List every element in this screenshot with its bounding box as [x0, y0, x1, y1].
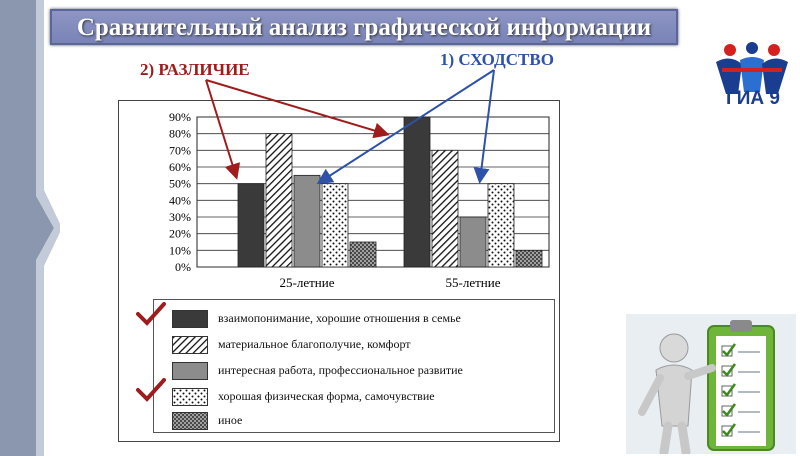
- y-tick-label: 80%: [169, 126, 191, 141]
- y-tick-label: 90%: [169, 110, 191, 124]
- difference-arrow: [206, 80, 236, 176]
- y-tick-label: 30%: [169, 210, 191, 224]
- checklist-person-illustration: [626, 314, 796, 454]
- y-tick-label: 40%: [169, 193, 191, 208]
- y-tick-label: 0%: [175, 260, 191, 274]
- legend-label: хорошая физическая форма, самочувствие: [218, 389, 435, 403]
- y-tick-label: 60%: [169, 160, 191, 174]
- slide-title: Сравнительный анализ графической информации: [50, 9, 678, 45]
- y-tick-label: 70%: [169, 143, 191, 158]
- similarity-arrow: [320, 70, 494, 182]
- y-tick-label: 20%: [169, 226, 191, 241]
- x-category-label: 55-летние: [445, 275, 501, 290]
- similarity-label: 1) СХОДСТВО: [440, 50, 554, 69]
- legend-label: иное: [218, 413, 243, 427]
- legend-label: материальное благополучие, комфорт: [218, 337, 411, 351]
- y-tick-label: 10%: [169, 243, 191, 258]
- x-category-label: 25-летние: [279, 275, 335, 290]
- difference-label: 2) РАЗЛИЧИЕ: [140, 60, 250, 79]
- gia-logo-text: ГИА 9: [726, 88, 780, 109]
- difference-arrow: [206, 80, 386, 134]
- legend-label: интересная работа, профессиональное развитие: [218, 363, 463, 377]
- y-tick-label: 50%: [169, 176, 191, 191]
- legend-label: взаимопонимание, хорошие отношения в семье: [218, 311, 461, 325]
- similarity-arrow: [480, 70, 494, 180]
